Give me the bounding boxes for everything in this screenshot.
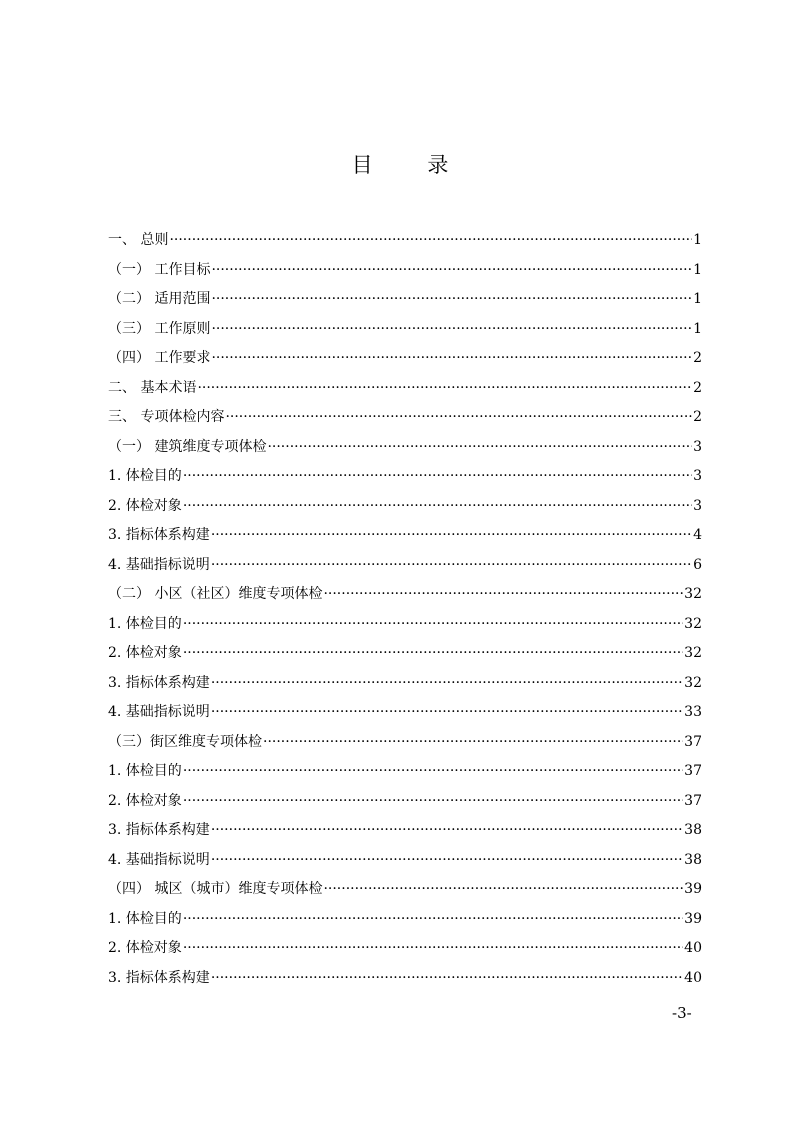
toc-page-number: 3: [693, 497, 702, 514]
dot-leader: [211, 846, 683, 876]
toc-entry[interactable]: [108, 433, 702, 463]
toc-page-number: 3: [693, 468, 702, 484]
toc-entry[interactable]: [108, 639, 702, 669]
toc-page-number: 37: [684, 733, 702, 750]
toc-entry[interactable]: [108, 669, 702, 699]
toc-entry[interactable]: [108, 905, 702, 935]
toc-page-number: 3: [693, 438, 702, 455]
toc-entry[interactable]: [108, 403, 702, 433]
toc-entry-text: （四） 城区（城市）维度专项体检: [108, 881, 323, 897]
dot-leader: [263, 728, 683, 758]
toc-entry-text: 1. 体检目的: [108, 468, 182, 484]
dot-leader: [211, 669, 683, 699]
toc-entry-text: （三）街区维度专项体检: [108, 733, 262, 750]
page-title: 目 录: [351, 153, 473, 177]
toc-entry[interactable]: [108, 757, 702, 787]
dot-leader: [211, 315, 692, 345]
toc-page-number: 37: [684, 792, 702, 809]
dot-leader: [183, 934, 683, 964]
toc-entry[interactable]: [108, 934, 702, 964]
toc-entry-text: （三） 工作原则: [108, 320, 211, 337]
toc-entry-text: 2. 体检对象: [108, 645, 182, 661]
dot-leader: [211, 521, 692, 551]
toc-entry-text: 4. 基础指标说明: [108, 556, 210, 573]
toc-entry[interactable]: [108, 580, 702, 610]
dot-leader: [169, 226, 692, 256]
toc-page-number: 1: [693, 320, 702, 337]
toc-page-number: 6: [693, 556, 702, 573]
toc-entry-text: （二） 小区（社区）维度专项体检: [108, 586, 323, 602]
toc-entry[interactable]: [108, 521, 702, 551]
toc-entry[interactable]: [108, 816, 702, 846]
toc-entry-text: 2. 体检对象: [108, 940, 182, 956]
dot-leader: [211, 256, 692, 286]
dot-leader: [323, 580, 683, 610]
toc-entry-text: 1. 体检目的: [108, 615, 182, 632]
table-of-contents: [108, 226, 702, 993]
toc-entry[interactable]: [108, 728, 702, 758]
dot-leader: [211, 344, 692, 374]
toc-page-number: 39: [684, 910, 702, 927]
toc-entry-text: 2. 体检对象: [108, 497, 182, 514]
toc-entry-text: 3. 指标体系构建: [108, 674, 210, 691]
toc-entry-text: 3. 指标体系构建: [108, 527, 210, 543]
toc-page-number: 39: [684, 881, 702, 897]
toc-page-number: 40: [684, 940, 702, 956]
dot-leader: [211, 698, 683, 728]
toc-entry-text: 一、 总则: [108, 232, 169, 248]
toc-entry[interactable]: [108, 492, 702, 522]
toc-entry[interactable]: [108, 285, 702, 315]
dot-leader: [183, 492, 692, 522]
dot-leader: [211, 816, 683, 846]
toc-entry[interactable]: [108, 374, 702, 404]
dot-leader: [211, 285, 692, 315]
dot-leader: [183, 610, 683, 640]
toc-entry[interactable]: [108, 964, 702, 994]
toc-page-number: 4: [693, 527, 702, 543]
toc-entry[interactable]: [108, 610, 702, 640]
toc-entry-text: 4. 基础指标说明: [108, 851, 210, 868]
toc-entry[interactable]: [108, 462, 702, 492]
dot-leader: [183, 462, 692, 492]
toc-page-number: 38: [684, 822, 702, 838]
toc-entry[interactable]: [108, 698, 702, 728]
dot-leader: [183, 639, 683, 669]
toc-entry[interactable]: [108, 551, 702, 581]
toc-entry-text: （四） 工作要求: [108, 350, 211, 366]
toc-entry[interactable]: [108, 226, 702, 256]
toc-page-number: 1: [693, 291, 702, 307]
toc-page-number: 33: [684, 704, 702, 720]
toc-page-number: 32: [684, 615, 702, 632]
toc-entry-text: 1. 体检目的: [108, 910, 182, 927]
toc-entry-text: （一） 建筑维度专项体检: [108, 438, 267, 455]
toc-entry[interactable]: [108, 846, 702, 876]
toc-entry-text: 二、 基本术语: [108, 379, 197, 396]
toc-page-number: 2: [693, 379, 702, 396]
toc-page-number: 40: [684, 969, 702, 986]
toc-entry-text: 三、 专项体检内容: [108, 409, 225, 425]
toc-entry[interactable]: [108, 315, 702, 345]
dot-leader: [225, 403, 692, 433]
toc-page-number: 32: [684, 586, 702, 602]
toc-page-number: 32: [684, 674, 702, 691]
toc-entry[interactable]: [108, 787, 702, 817]
toc-entry-text: 1. 体检目的: [108, 763, 182, 779]
dot-leader: [183, 787, 683, 817]
dot-leader: [267, 433, 692, 463]
toc-page-number: 1: [693, 232, 702, 248]
toc-page-number: 38: [684, 851, 702, 868]
toc-page-number: 2: [693, 350, 702, 366]
toc-page-number: 1: [693, 261, 702, 278]
toc-entry[interactable]: [108, 344, 702, 374]
dot-leader: [183, 757, 683, 787]
toc-entry-text: 2. 体检对象: [108, 792, 182, 809]
dot-leader: [183, 905, 683, 935]
page-number-footer: -3-: [672, 1004, 692, 1022]
dot-leader: [211, 551, 692, 581]
toc-entry-text: （二） 适用范围: [108, 291, 211, 307]
toc-entry[interactable]: [108, 256, 702, 286]
toc-entry-text: 3. 指标体系构建: [108, 969, 210, 986]
toc-page-number: 2: [693, 409, 702, 425]
toc-page-number: 32: [684, 645, 702, 661]
toc-page-number: 37: [684, 763, 702, 779]
toc-entry[interactable]: [108, 875, 702, 905]
dot-leader: [323, 875, 683, 905]
toc-entry-text: （一） 工作目标: [108, 261, 211, 278]
toc-entry-text: 3. 指标体系构建: [108, 822, 210, 838]
dot-leader: [197, 374, 692, 404]
dot-leader: [211, 964, 683, 994]
toc-entry-text: 4. 基础指标说明: [108, 704, 210, 720]
